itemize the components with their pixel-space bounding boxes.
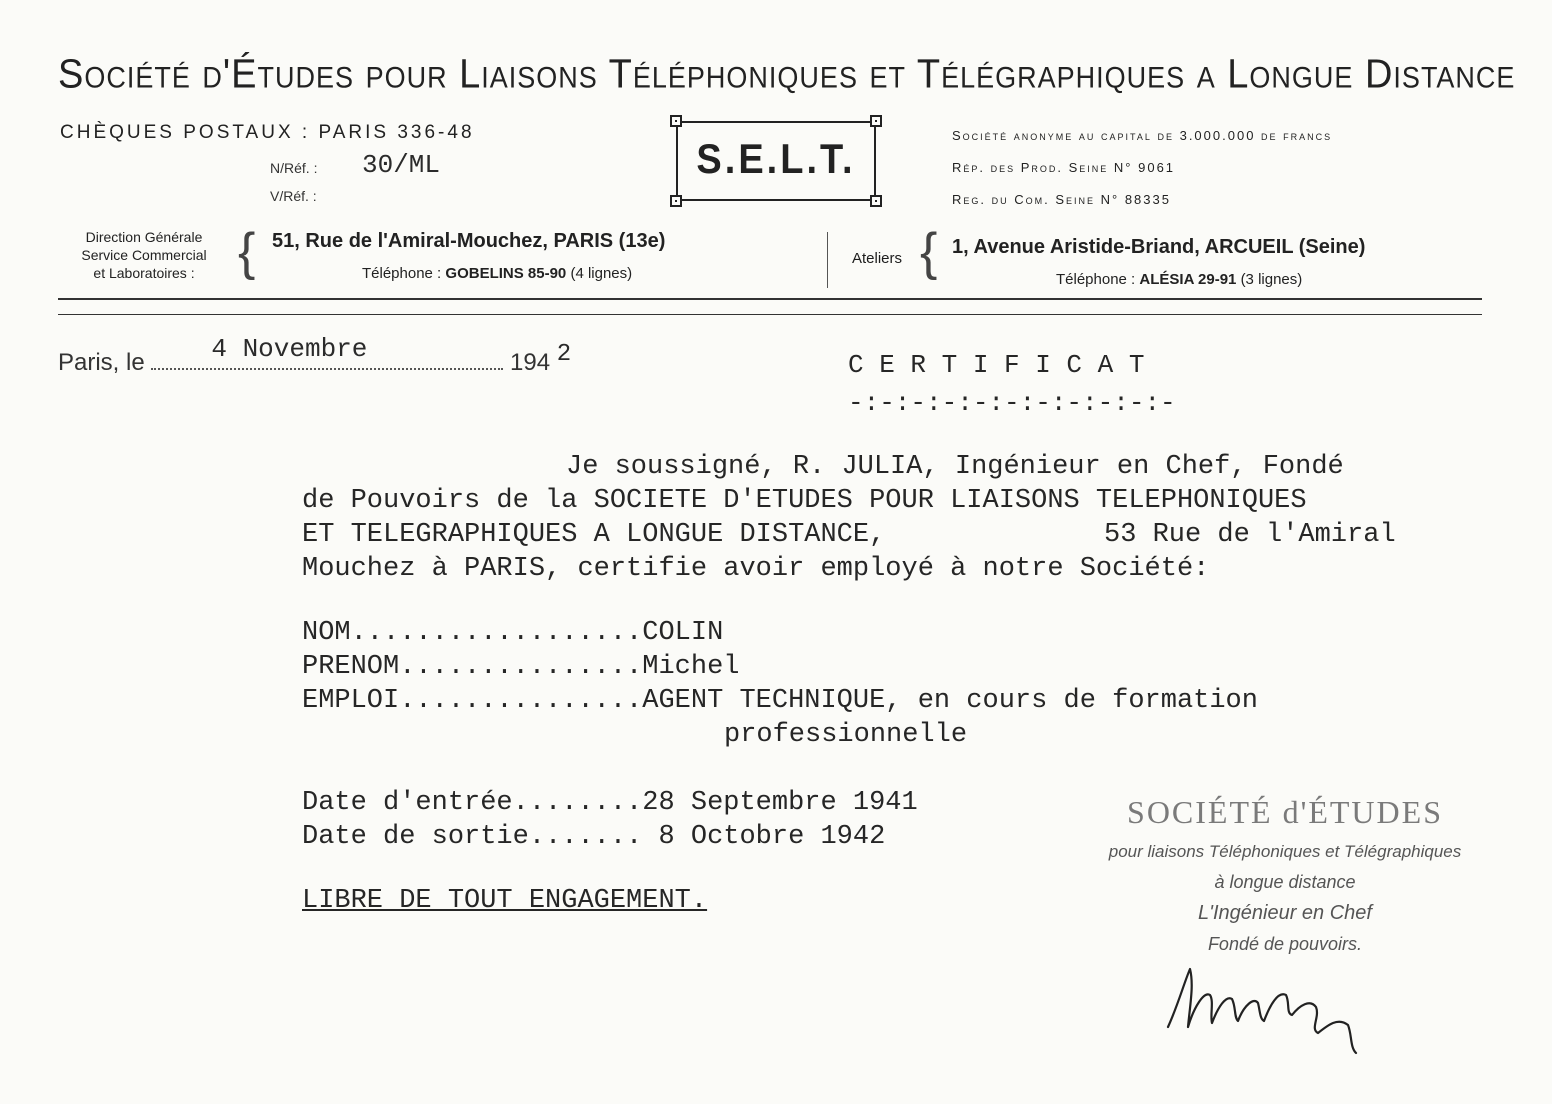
stamp-line-4: L'Ingénieur en Chef [1198, 902, 1372, 924]
field-nom: NOM..................COLIN [302, 618, 724, 648]
arcueil-tel-number: ALÉSIA 29-91 [1139, 271, 1237, 288]
stamp-line-3: à longue distance [1214, 872, 1356, 892]
logo-corner-icon [670, 195, 682, 207]
arcueil-tel-lines: (3 lignes) [1240, 271, 1303, 288]
year-digit: 2 [556, 341, 572, 368]
paris-tel-label: Téléphone : [362, 265, 442, 282]
brace-icon: { [238, 223, 256, 281]
logo-corner-icon [670, 115, 682, 127]
nref-label: N/Réf. : [270, 160, 318, 176]
direction-line: et Laboratoires : [93, 265, 195, 281]
legal-capital: Société anonyme au capital de 3.000.000 de francs [952, 128, 1333, 143]
year-prefix: 194 [510, 349, 551, 376]
divider [827, 232, 828, 288]
logo-text: S.E.L.T. [696, 136, 856, 184]
stamp-line-2: pour liaisons Téléphoniques et Télégraphiques [1108, 842, 1462, 861]
brace-icon: { [920, 223, 938, 281]
date-line [58, 334, 572, 378]
header-rule [58, 298, 1482, 300]
stamp-line-5: Fondé de pouvoirs. [1207, 934, 1363, 954]
vref-label: V/Réf. : [270, 188, 317, 204]
field-emploi-cont: professionnelle [724, 720, 968, 750]
arcueil-tel-label: Téléphone : [1056, 271, 1136, 288]
stamp-company: SOCIÉTÉ d'ÉTUDES [1127, 794, 1443, 830]
arcueil-address: 1, Avenue Aristide-Briand, ARCUEIL (Seine) [952, 236, 1366, 258]
signature [1160, 955, 1370, 1060]
date-field [151, 334, 503, 370]
date-value: 4 Novembre [211, 334, 368, 364]
nref-value: 30/ML [362, 150, 441, 180]
company-name: Société d'Études pour Liaisons Téléphoniques et Télégraphiques a Longue Distance [58, 52, 1516, 98]
body-line-3: ET TELEGRAPHIQUES A LONGUE DISTANCE, [302, 520, 886, 550]
field-date-sortie: Date de sortie....... 8 Octobre 1942 [302, 822, 886, 852]
paris-tel-number: GOBELINS 85-90 [445, 265, 567, 282]
paris-telephone [362, 265, 632, 282]
paris-tel-lines: (4 lignes) [570, 265, 633, 282]
certificate-underline: -:-:-:-:-:-:-:-:-:-:- [848, 388, 1176, 418]
field-date-entree: Date d'entrée........28 Septembre 1941 [302, 788, 918, 818]
postal-cheques: CHÈQUES POSTAUX : PARIS 336-48 [60, 122, 475, 143]
body-line-1: Je soussigné, R. JULIA, Ingénieur en Chef, Fondé [566, 452, 1344, 482]
body-line-3b: 53 Rue de l'Amiral [1104, 520, 1396, 550]
selt-logo [676, 121, 876, 201]
direction-label [54, 228, 234, 282]
date-prefix: Paris, le [58, 349, 145, 376]
logo-corner-icon [870, 195, 882, 207]
legal-prod: Rép. des Prod. Seine N° 9061 [952, 160, 1176, 175]
ateliers-label: Ateliers [852, 250, 903, 267]
logo-corner-icon [870, 115, 882, 127]
libre-statement: LIBRE DE TOUT ENGAGEMENT. [302, 886, 708, 916]
field-prenom: PRENOM...............Michel [302, 652, 740, 682]
direction-line: Service Commercial [81, 247, 207, 263]
direction-line: Direction Générale [85, 229, 203, 245]
header-rule [58, 314, 1482, 315]
field-emploi: EMPLOI...............AGENT TECHNIQUE, en cours de formation [302, 686, 1258, 716]
legal-com: Reg. du Com. Seine N° 88335 [952, 192, 1171, 207]
arcueil-telephone [1056, 271, 1302, 288]
body-line-4: Mouchez à PARIS, certifie avoir employé à notre Société: [302, 554, 1210, 584]
paris-address: 51, Rue de l'Amiral-Mouchez, PARIS (13e) [272, 230, 666, 252]
certificate-title: C E R T I F I C A T [848, 350, 1145, 380]
body-line-2: de Pouvoirs de la SOCIETE D'ETUDES POUR LIAISONS TELEPHONIQUES [302, 486, 1307, 516]
